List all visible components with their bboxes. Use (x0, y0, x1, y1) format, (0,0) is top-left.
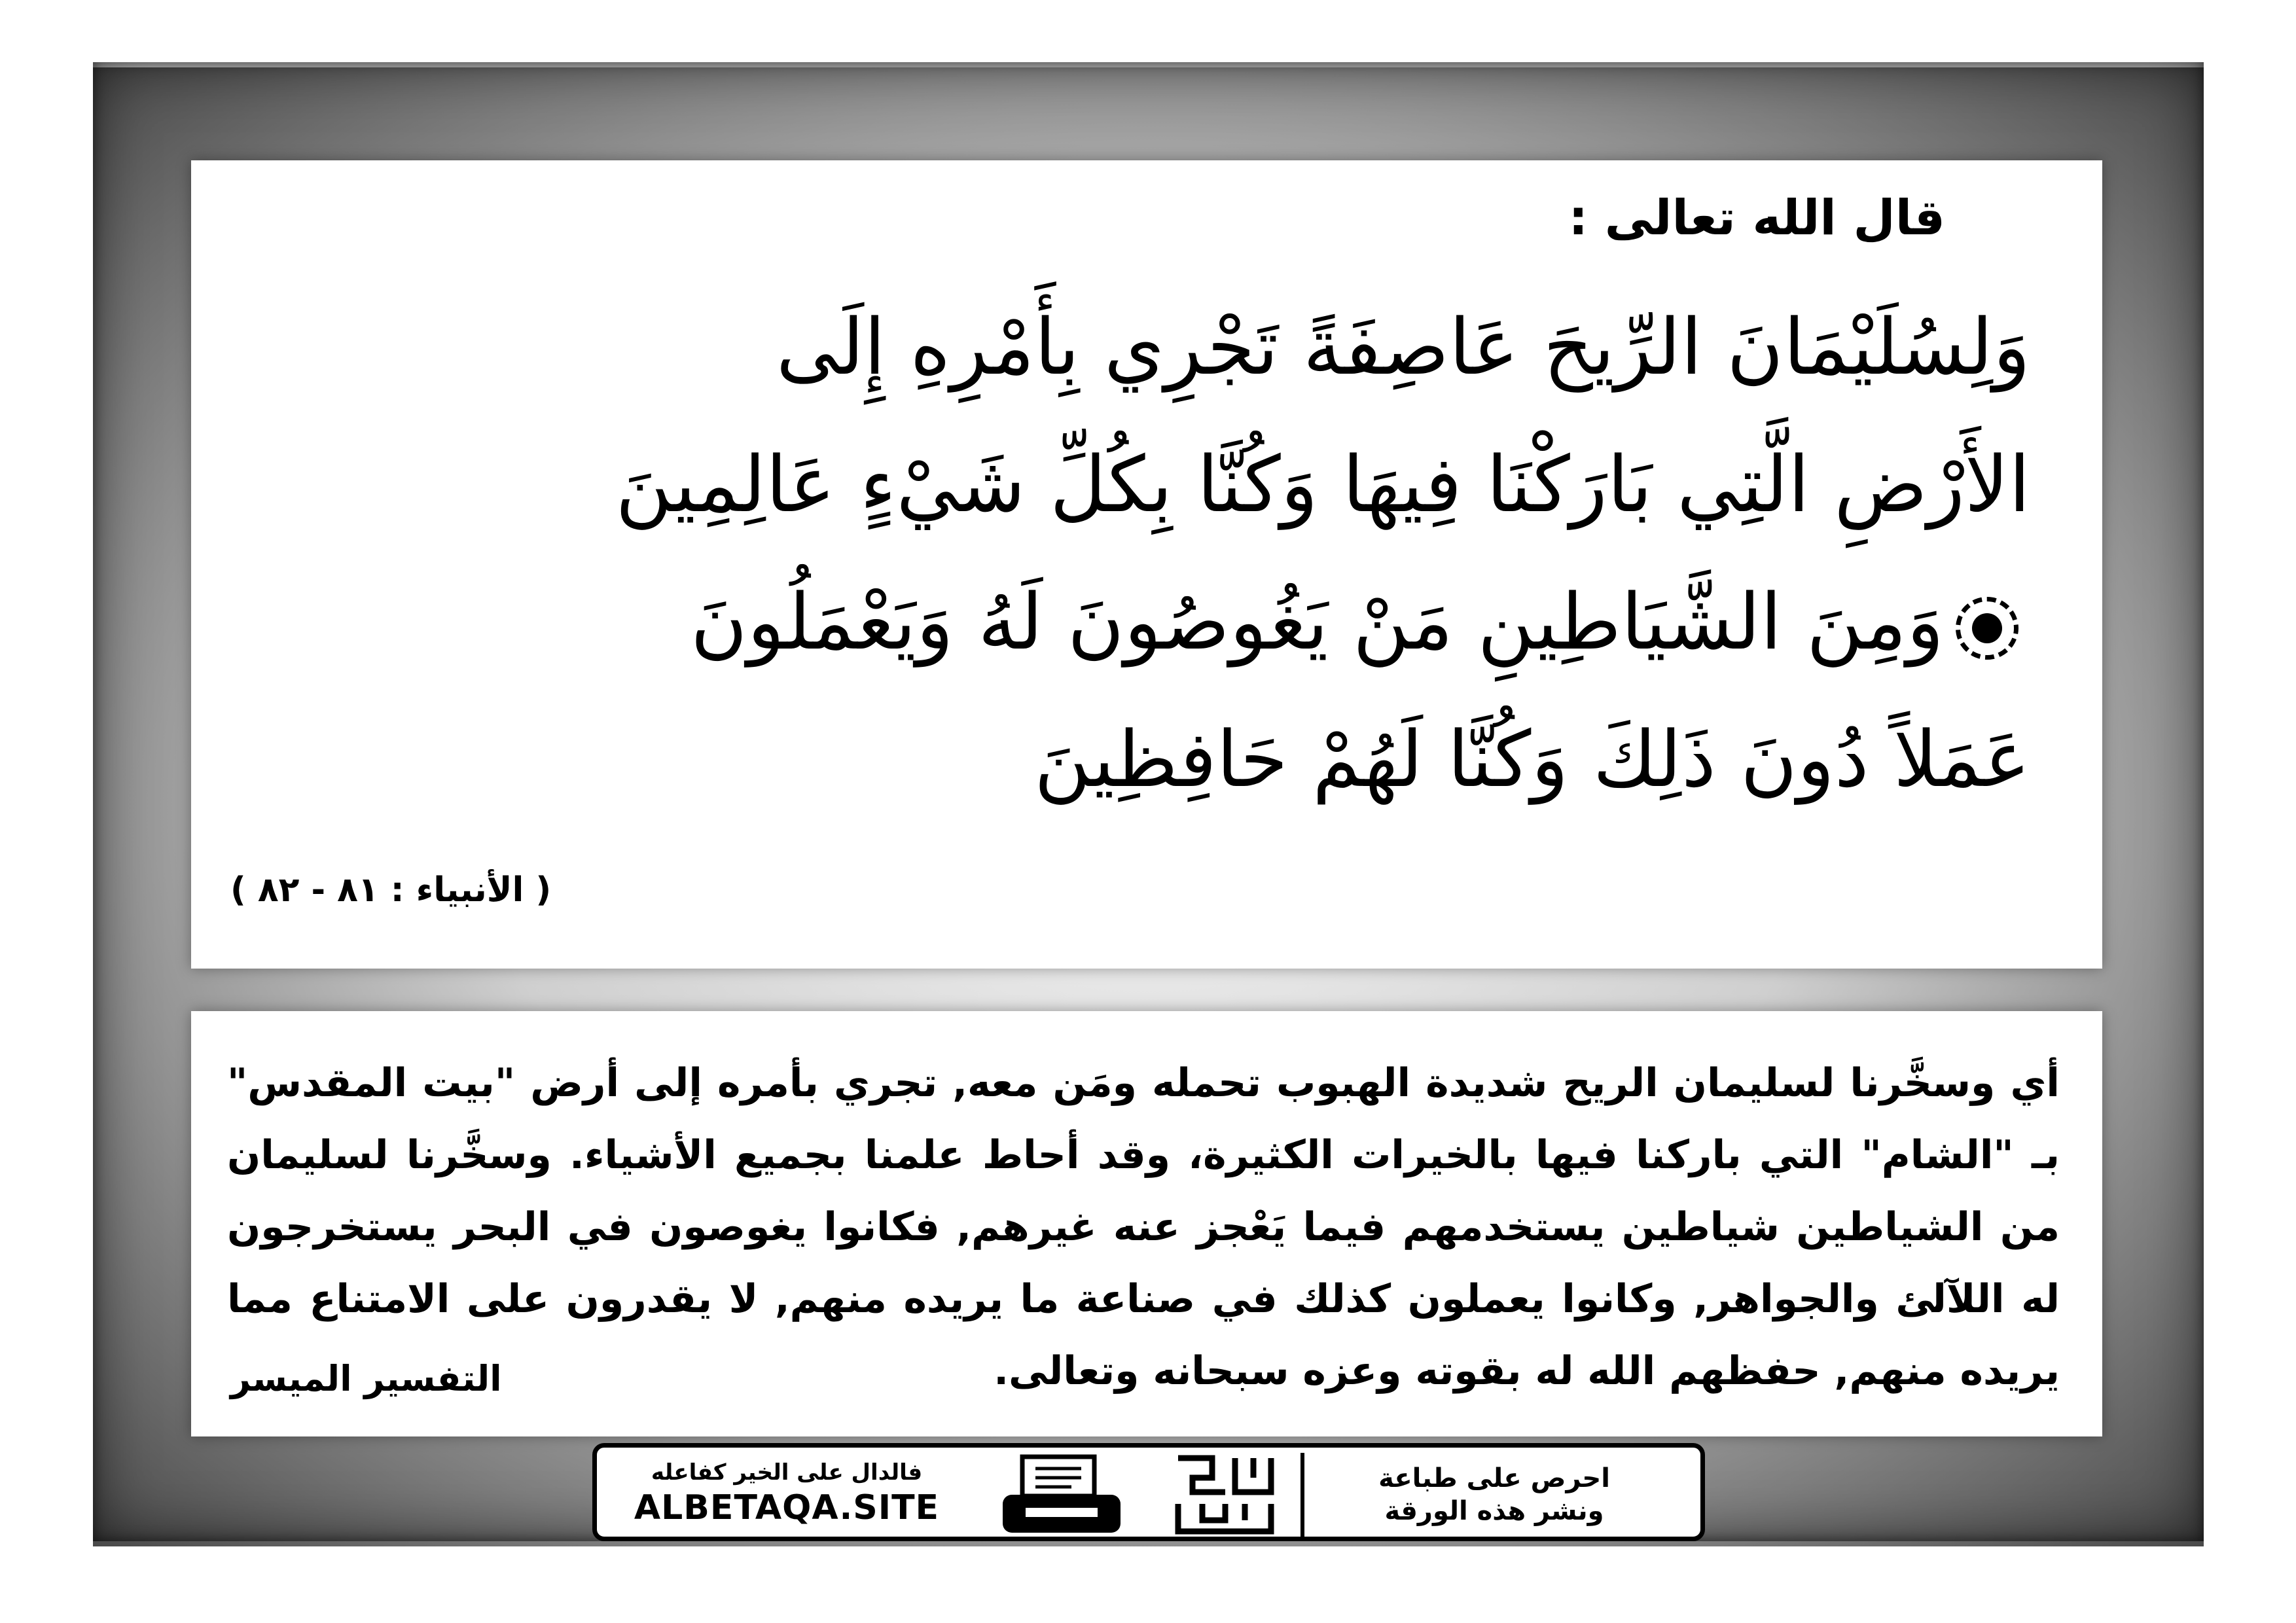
verse-line-4: عَمَلاً دُونَ ذَلِكَ وَكُنَّا لَهُمْ حَافِظِينَ (1034, 714, 2030, 804)
footer-site-block (617, 1459, 957, 1527)
footer-slogan: فالدال على الخير كفاعله (651, 1459, 923, 1486)
verse-line-2: الأَرْضِ الَّتِي بَارَكْنَا فِيهَا وَكُنَّا بِكُلِّ شَيْءٍ عَالِمِينَ (615, 439, 2030, 529)
tafsir-source: التفسير الميسر (230, 1358, 502, 1399)
footer-print-line-2: ونشر هذه الورقة (1384, 1496, 1604, 1526)
verse-line-3-text: وَمِنَ الشَّيَاطِينِ مَنْ يَغُوصُونَ لَهُ وَيَعْمَلُونَ (691, 577, 1944, 667)
verse-text (250, 278, 2030, 828)
footer-divider (1300, 1453, 1304, 1537)
footer-bar (592, 1443, 1705, 1541)
tafsir-text: أي وسخَّرنا لسليمان الريح شديدة الهبوب تحمله ومَن معه, تجري بأمره إلى أرض "بيت المقدس" بـ "الشام" التي باركنا فيها بالخيرات الكثيرة، وقد أحاط علمنا بجميع الأشياء. وسخَّرنا لسليمان من الشياطين شياطين يستخدمهم فيما يَعْجز عنه غيرهم, فكانوا يغوصون في البحر يستخرجون له اللآلئ والجواهر, وكانوا يعملون كذلك في صناعة ما يريده منهم, لا يقدرون على الامتناع مما يريده منهم, حفظهم الله له بقوته وعزه سبحانه وتعالى. (227, 1060, 2060, 1394)
verse-end-marker-icon (1956, 597, 2018, 660)
dawat-alwaraqa-logo (1173, 1452, 1278, 1538)
printer-icon (999, 1454, 1124, 1536)
verse-reference: ( الأنبياء : ٨١ - ٨٢ ) (230, 870, 552, 910)
footer-print-line-1: احرص على طباعة (1378, 1463, 1610, 1493)
verse-intro: قال الله تعالى : (1568, 190, 1945, 246)
tafsir-panel (191, 1011, 2102, 1436)
verse-panel (191, 160, 2102, 969)
verse-line-1: وَلِسُلَيْمَانَ الرِّيحَ عَاصِفَةً تَجْرِي بِأَمْرِهِ إِلَى (776, 302, 2030, 392)
footer-print-message (1340, 1462, 1648, 1527)
footer-site-link[interactable]: ALBETAQA.SITE (634, 1488, 940, 1527)
verse-line-3 (250, 553, 2030, 690)
